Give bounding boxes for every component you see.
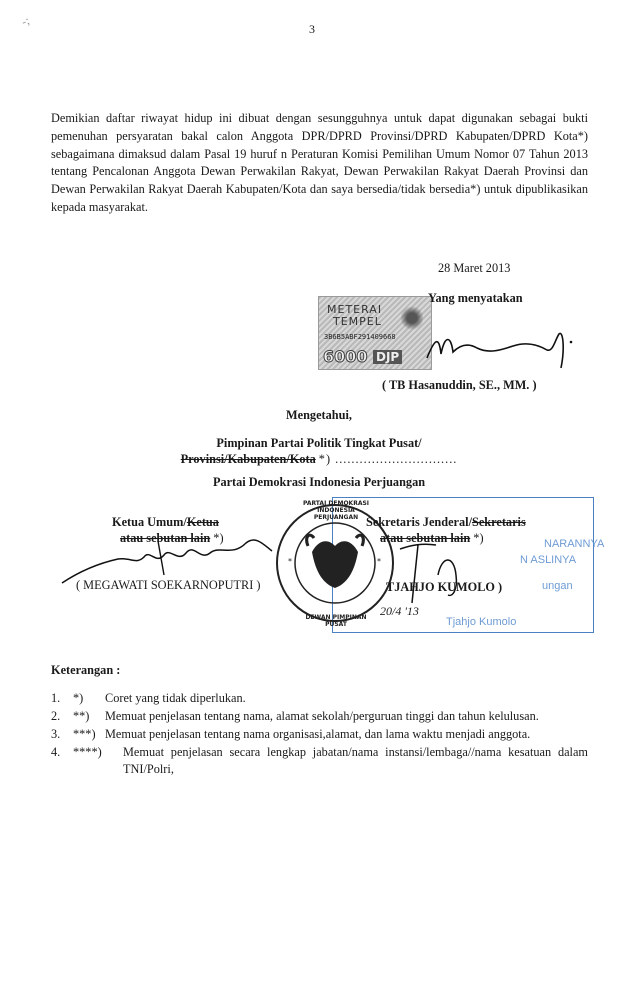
note-number: 3. [51,727,61,741]
right-title [366,515,526,530]
left-alt-suffix: *) [210,531,224,545]
note-number: 1. [51,691,61,705]
leadership-line: Pimpinan Partai Politik Tingkat Pusat/ [216,436,422,450]
known-by-label: Mengetahui, [286,408,352,422]
note-number: 4. [51,745,61,759]
notes-label: Keterangan : [51,663,121,677]
note-text: Memuat penjelasan tentang nama organisasi,alamat, dan lama waktu menjadi anggota. [105,727,531,741]
left-alt-strike: atau sebutan lain [120,531,211,545]
note-item [51,726,588,743]
svg-text:*: * [288,557,292,566]
right-name: TJAHJO KUMOLO ) [386,580,503,594]
note-mark: *) [73,691,84,705]
party-name: Partai Demokrasi Indonesia Perjuangan [212,475,426,489]
note-item [51,708,588,725]
notes-list [51,690,588,779]
note-text: Coret yang tidak diperlukan. [105,691,246,705]
corner-mark: -; [19,13,32,29]
note-mark: **) [73,709,90,723]
meterai-stamp [318,296,432,370]
legalisation-signer: Tjahjo Kumolo [446,616,517,628]
leadership-strike: Provinsi/Kabupaten/Kota [180,452,316,466]
note-text: Memuat penjelasan tentang nama, alamat sekolah/perguruan tinggi dan tahun kelulusan. [105,709,539,723]
note-item [51,744,588,778]
page-number: 3 [309,22,315,36]
meterai-currency: DJP [373,350,402,364]
svg-text:*: * [377,557,381,566]
declarant-signature [425,328,575,372]
leadership-suffix: *) .............................. [318,452,458,466]
note-mark: ****) [73,745,102,759]
right-alt-suffix: *) [470,531,484,545]
declarant-label: Yang menyatakan [428,291,523,305]
leadership-region [0,452,638,467]
left-title [112,515,219,530]
left-title-plain: Ketua Umum/ [112,515,187,529]
statement-paragraph: Demikian daftar riwayat hidup ini dibuat dengan sesungguhnya untuk dapat digunakan sebagai bukti pemenuhan persyaratan bakal calon Anggota DPR/DPRD Provinsi/DPRD Kabupaten/DPRD Kota*) sebagaimana dimaksud dalam Pasal 19 huruf n Peraturan Komisi Pemilihan Umum Nomor 07 Tahun 2013 tentang Pencalonan Anggota Dewan Perwakilan Rakyat, Dewan Perwakilan Rakyat Daerah Provinsi dan Dewan Perwakilan Rakyat Daerah Kabupaten/Kota dan saya bersedia/tidak bersedia*) untuk dipublikasikan kepada masyarakat. [51,111,588,214]
signing-date: 28 Maret 2013 [438,261,511,275]
meterai-serial: 3B6B5ABF291409668 [324,333,396,341]
meterai-value: 6000 [323,347,368,366]
right-title-plain: Sekretaris Jenderal/ [366,515,472,529]
seal-top-text: PARTAI DEMOKRASI INDONESIA PERJUANGAN [302,500,370,521]
note-text: Memuat penjelasan secara lengkap jabatan/nama instansi/lembaga//nama kesatuan dalam TNI/Polri, [123,745,588,776]
meterai-label-2: TEMPEL [333,315,382,328]
seal-bottom-text: DEWAN PIMPINAN PUSAT [305,614,367,628]
legalisation-text-3: ungan [542,580,573,592]
garuda-emblem-icon [401,305,423,331]
left-name: ( MEGAWATI SOEKARNOPUTRI ) [76,578,261,592]
left-title-strike: Ketua [186,515,219,529]
meterai-label: METERAI [327,303,383,316]
note-item [51,690,588,707]
legalisation-text-2: N ASLINYA [520,554,577,566]
note-mark: ***) [73,727,96,741]
declarant-name: ( TB Hasanuddin, SE., MM. ) [382,378,537,392]
legalisation-text-1: NARANNYA [544,538,605,550]
handwritten-date: 20/4 '13 [380,604,419,618]
right-title-strike: Sekretaris [472,515,526,529]
note-number: 2. [51,709,61,723]
right-alt-strike: atau sebutan lain [380,531,471,545]
